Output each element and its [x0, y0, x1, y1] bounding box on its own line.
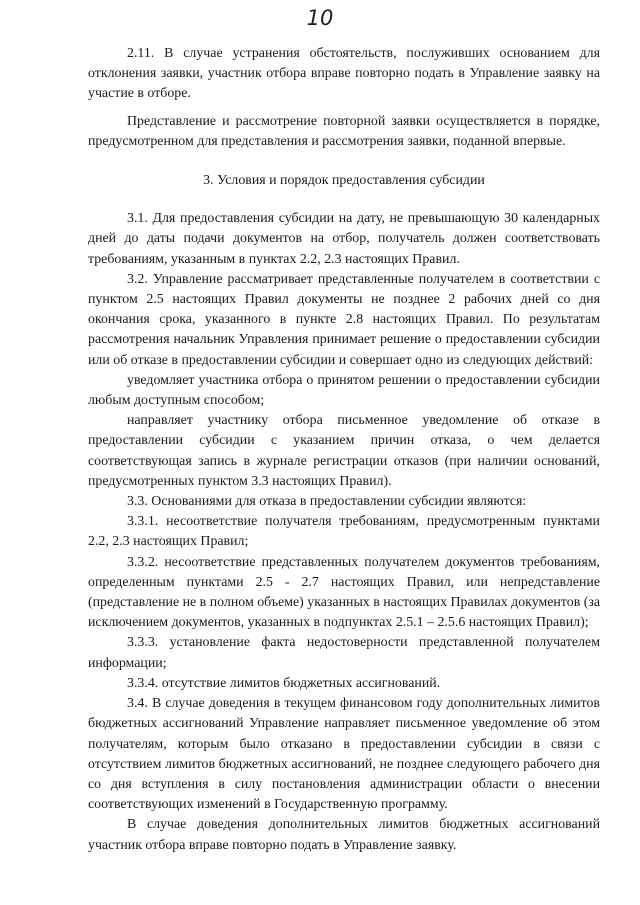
paragraph-3-4: 3.4. В случае доведения в текущем финансовом году дополнительных лимитов бюджетных ассигнований Управление направляет письменное уведомление об этом получателям, которым было отказано в предоставлении субсидии в связи с отсутствием лимитов бюджетных ассигнований, не позднее следующего рабочего дня со дня вступления в силу постановления администрации области о внесении соответствующих изменений в Государственную программу.	[88, 696, 600, 813]
paragraph-3-3-1: 3.3.1. несоответствие получателя требованиям, предусмотренным пунктами 2.2, 2.3 настоящих Правил;	[88, 514, 600, 550]
paragraph-3-2: 3.2. Управление рассматривает представленные получателем в соответствии с пунктом 2.5 настоящих Правил документы не позднее 2 рабочих дней со дня окончания срока, указанного в пункте 2.8 настоящих Правил. По результатам рассмотрения начальник Управления принимает решение о предоставлении субсидии или об отказе в предоставлении субсидии и совершает одно из следующих действий:	[88, 271, 600, 368]
paragraph-3-3-2: 3.3.2. несоответствие представленных получателем документов требованиям, определенным пунктами 2.5 - 2.7 настоящих Правил, или непредставление (представление не в полном объеме) указанных в настоящих Правилах документов (за исключением документов, указанных в подпунктах 2.5.1 – 2.5.6 настоящих Правил);	[88, 554, 601, 631]
paragraph-repeat-application: Представление и рассмотрение повторной заявки осуществляется в порядке, предусмотренном для представления и рассмотрения заявки, поданной впервые.	[88, 113, 600, 149]
paragraph-3-1: 3.1. Для предоставления субсидии на дату, не превышающую 30 календарных дней до даты подачи документов на отбор, получатель должен соответствовать требованиям, указанным в пунктах 2.2, 2.3 настоящих Правил.	[88, 211, 600, 267]
paragraph-notify-refusal: направляет участнику отбора письменное уведомление об отказе в предоставлении субсидии с указанием причин отказа, о чем делается соответствующая запись в журнале регистрации отказов (при наличии оснований, предусмотренных пунктом 3.3 настоящих Правил).	[88, 413, 600, 489]
paragraph-3-3-3: 3.3.3. установление факта недостоверности представленной получателем информации;	[88, 635, 600, 671]
paragraph-2-11: 2.11. В случае устранения обстоятельств, послуживших основанием для отклонения заявки, участник отбора вправе повторно подать в Управление заявку на участие в отборе.	[88, 46, 600, 102]
paragraph-notify-decision: уведомляет участника отбора о принятом решении о предоставлении субсидии любым доступным способом;	[88, 372, 600, 409]
page-number: 10	[306, 6, 334, 30]
paragraph-3-3: 3.3. Основаниями для отказа в предоставлении субсидии являются:	[127, 494, 527, 510]
section-heading-3: 3. Условия и порядок предоставления субсидии	[203, 173, 485, 189]
document-body	[88, 44, 600, 856]
paragraph-3-3-4: 3.3.4. отсутствие лимитов бюджетных ассигнований.	[127, 675, 441, 691]
paragraph-additional-limits: В случае доведения дополнительных лимитов бюджетных ассигнований участник отбора вправе повторно подать в Управление заявку.	[88, 817, 600, 853]
